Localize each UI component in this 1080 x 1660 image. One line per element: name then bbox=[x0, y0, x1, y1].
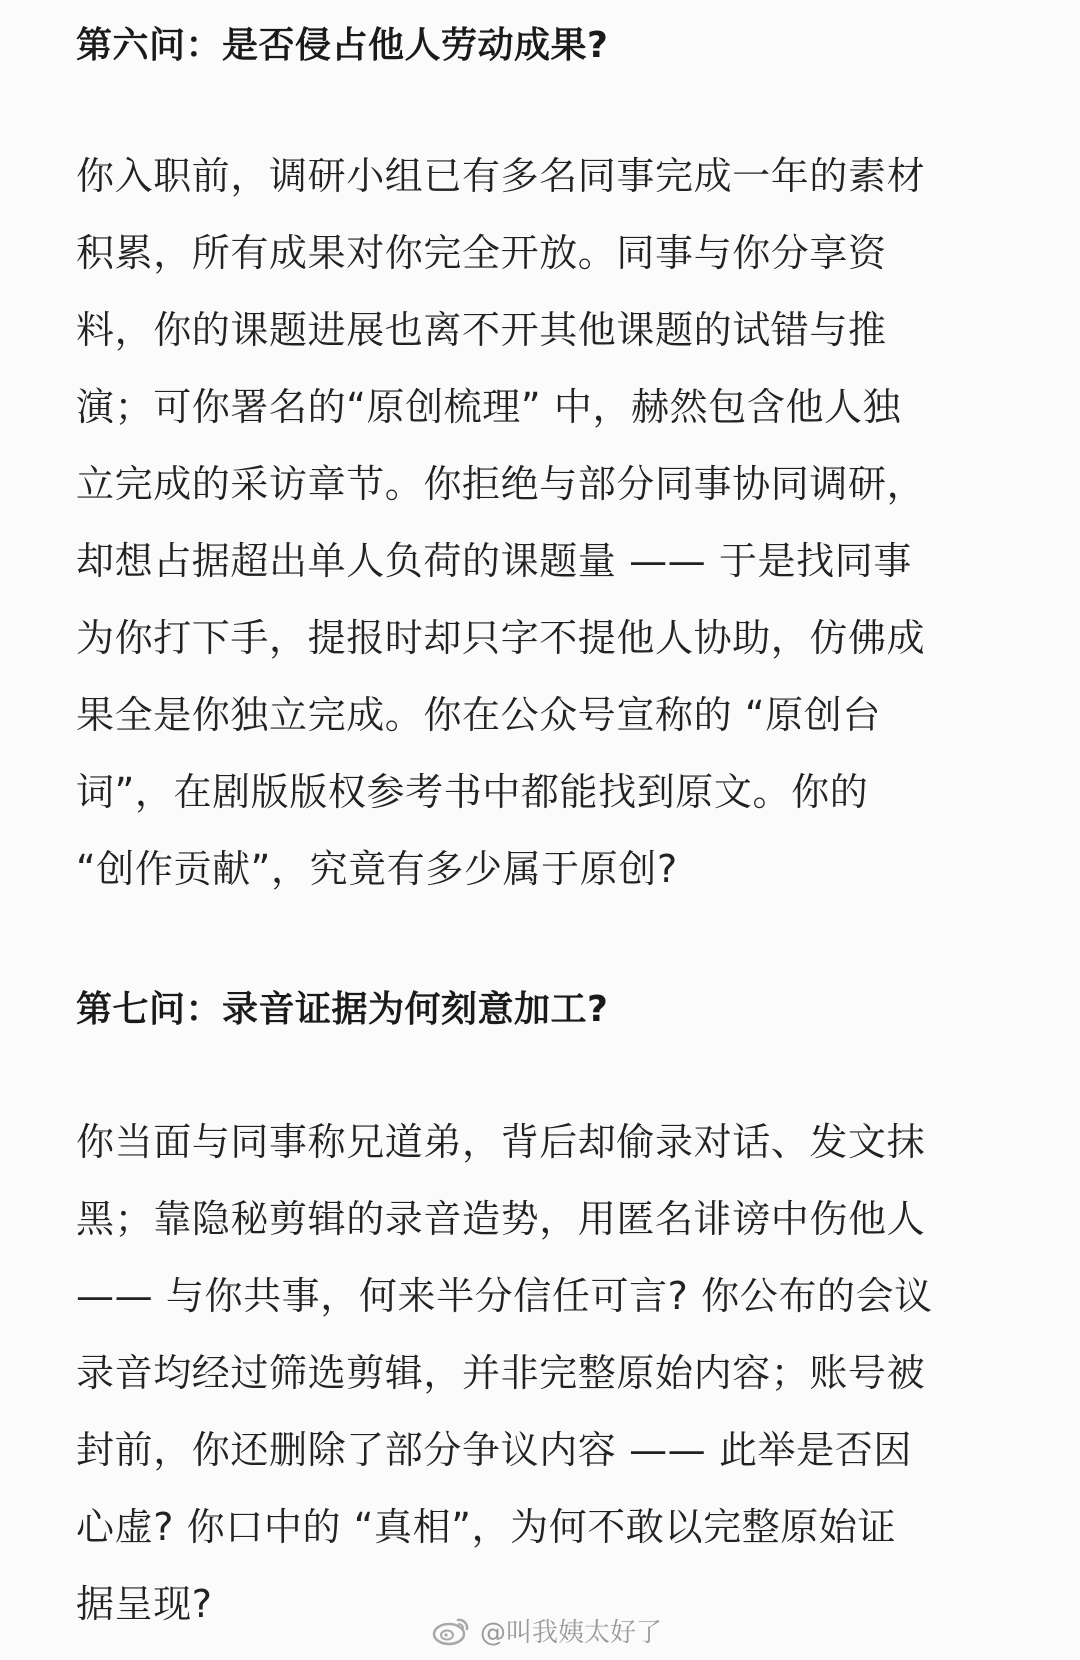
paragraph-line: —— 与你共事，何来半分信任可言? 你公布的会议 bbox=[76, 1274, 933, 1318]
section-6-paragraph bbox=[76, 138, 1006, 908]
paragraph-line: 却想占据超出单人负荷的课题量 —— 于是找同事 bbox=[76, 539, 912, 583]
paragraph-line: 为你打下手，提报时却只字不提他人协助，仿佛成 bbox=[76, 616, 926, 660]
paragraph-line: “创作贡献”，究竟有多少属于原创? bbox=[76, 847, 678, 891]
paragraph-line: 词”，在剧版版权参考书中都能找到原文。你的 bbox=[76, 770, 869, 814]
paragraph-line: 黑；靠隐秘剪辑的录音造势，用匿名诽谤中伤他人 bbox=[76, 1197, 926, 1241]
paragraph-line: 果全是你独立完成。你在公众号宣称的 “原创台 bbox=[76, 693, 881, 737]
paragraph-line: 你入职前，调研小组已有多名同事完成一年的素材 bbox=[76, 154, 926, 198]
section-6-title: 第六问：是否侵占他人劳动成果? bbox=[76, 25, 609, 66]
paragraph-line: 立完成的采访章节。你拒绝与部分同事协同调研， bbox=[76, 462, 926, 506]
paragraph-line: 心虚? 你口中的 “真相”，为何不敢以完整原始证 bbox=[76, 1505, 897, 1549]
weibo-logo-icon bbox=[432, 1614, 472, 1646]
paragraph-line: 料，你的课题进展也离不开其他课题的试错与推 bbox=[76, 308, 887, 352]
paragraph-line: 封前，你还删除了部分争议内容 —— 此举是否因 bbox=[76, 1428, 912, 1472]
paragraph-line: 积累，所有成果对你完全开放。同事与你分享资 bbox=[76, 231, 887, 275]
watermark bbox=[432, 1612, 662, 1648]
section-7-paragraph bbox=[76, 1104, 1006, 1643]
paragraph-line: 录音均经过筛选剪辑，并非完整原始内容；账号被 bbox=[76, 1351, 926, 1395]
paragraph-line: 你当面与同事称兄道弟，背后却偷录对话、发文抹 bbox=[76, 1120, 926, 1164]
section-7-title: 第七问：录音证据为何刻意加工? bbox=[76, 989, 609, 1030]
paragraph-line: 演；可你署名的“原创梳理” 中，赫然包含他人独 bbox=[76, 385, 902, 429]
paragraph-line: 据呈现? bbox=[76, 1582, 213, 1626]
watermark-text: @叫我姨太好了 bbox=[479, 1617, 662, 1648]
